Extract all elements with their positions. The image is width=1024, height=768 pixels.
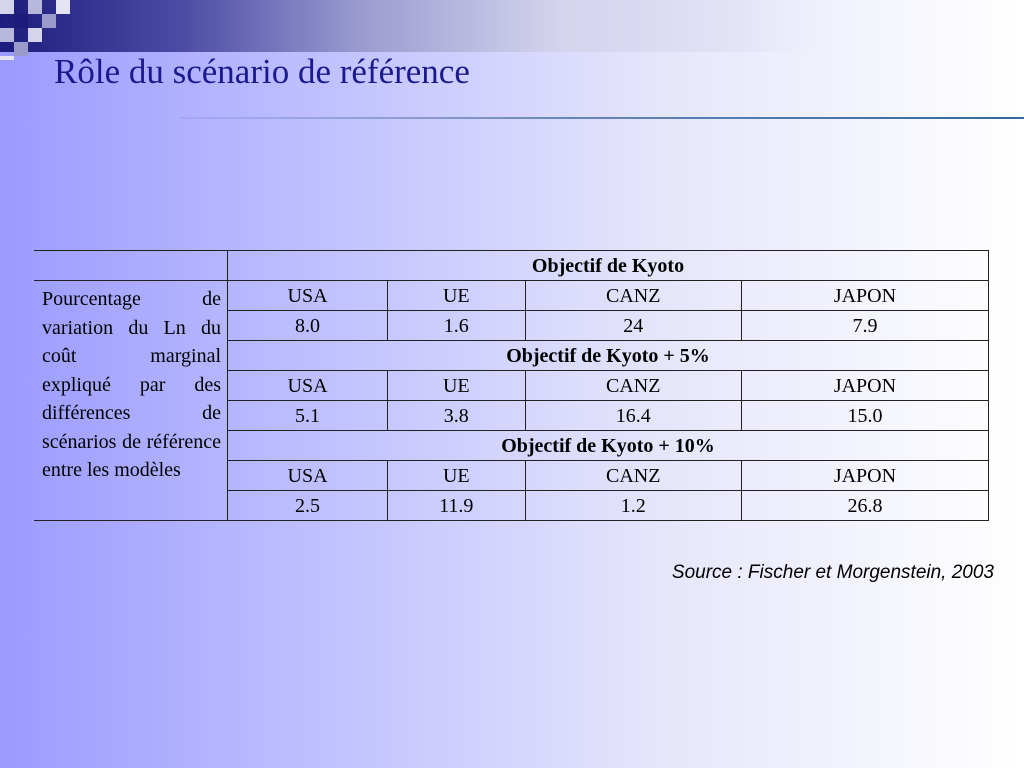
- table-cell: 15.0: [741, 401, 988, 431]
- column-header: CANZ: [525, 371, 741, 401]
- table-cell: 8.0: [228, 311, 388, 341]
- column-header: UE: [388, 461, 526, 491]
- section-header: Objectif de Kyoto: [228, 251, 989, 281]
- table-cell: 1.2: [525, 491, 741, 521]
- column-header: USA: [228, 281, 388, 311]
- column-header: USA: [228, 371, 388, 401]
- column-header: UE: [388, 371, 526, 401]
- table-cell: 26.8: [741, 491, 988, 521]
- column-header: CANZ: [525, 461, 741, 491]
- row-label: Pourcentage de variation du Ln du coût marginal expliqué par des différences de scénarios de référence entre les modèles: [34, 281, 228, 521]
- table-cell: 11.9: [388, 491, 526, 521]
- column-header: JAPON: [741, 281, 988, 311]
- table-cell: 2.5: [228, 491, 388, 521]
- column-header: JAPON: [741, 371, 988, 401]
- table-cell: 7.9: [741, 311, 988, 341]
- reference-scenario-table: [34, 250, 989, 521]
- table-cell: 1.6: [388, 311, 526, 341]
- table-cell: 16.4: [525, 401, 741, 431]
- section-header: Objectif de Kyoto + 5%: [228, 341, 989, 371]
- column-header: JAPON: [741, 461, 988, 491]
- slide-title: Rôle du scénario de référence: [54, 52, 470, 91]
- table-row: [34, 251, 989, 281]
- column-header: UE: [388, 281, 526, 311]
- column-header: CANZ: [525, 281, 741, 311]
- section-header: Objectif de Kyoto + 10%: [228, 431, 989, 461]
- title-underline: [180, 117, 1024, 119]
- table-cell: 5.1: [228, 401, 388, 431]
- corner-squares-decoration: [0, 0, 80, 60]
- empty-corner-cell: [34, 251, 228, 281]
- source-citation: Source : Fischer et Morgenstein, 2003: [671, 562, 994, 583]
- header-gradient-band: [0, 0, 1024, 52]
- table-row: [34, 281, 989, 311]
- table-cell: 3.8: [388, 401, 526, 431]
- column-header: USA: [228, 461, 388, 491]
- table-cell: 24: [525, 311, 741, 341]
